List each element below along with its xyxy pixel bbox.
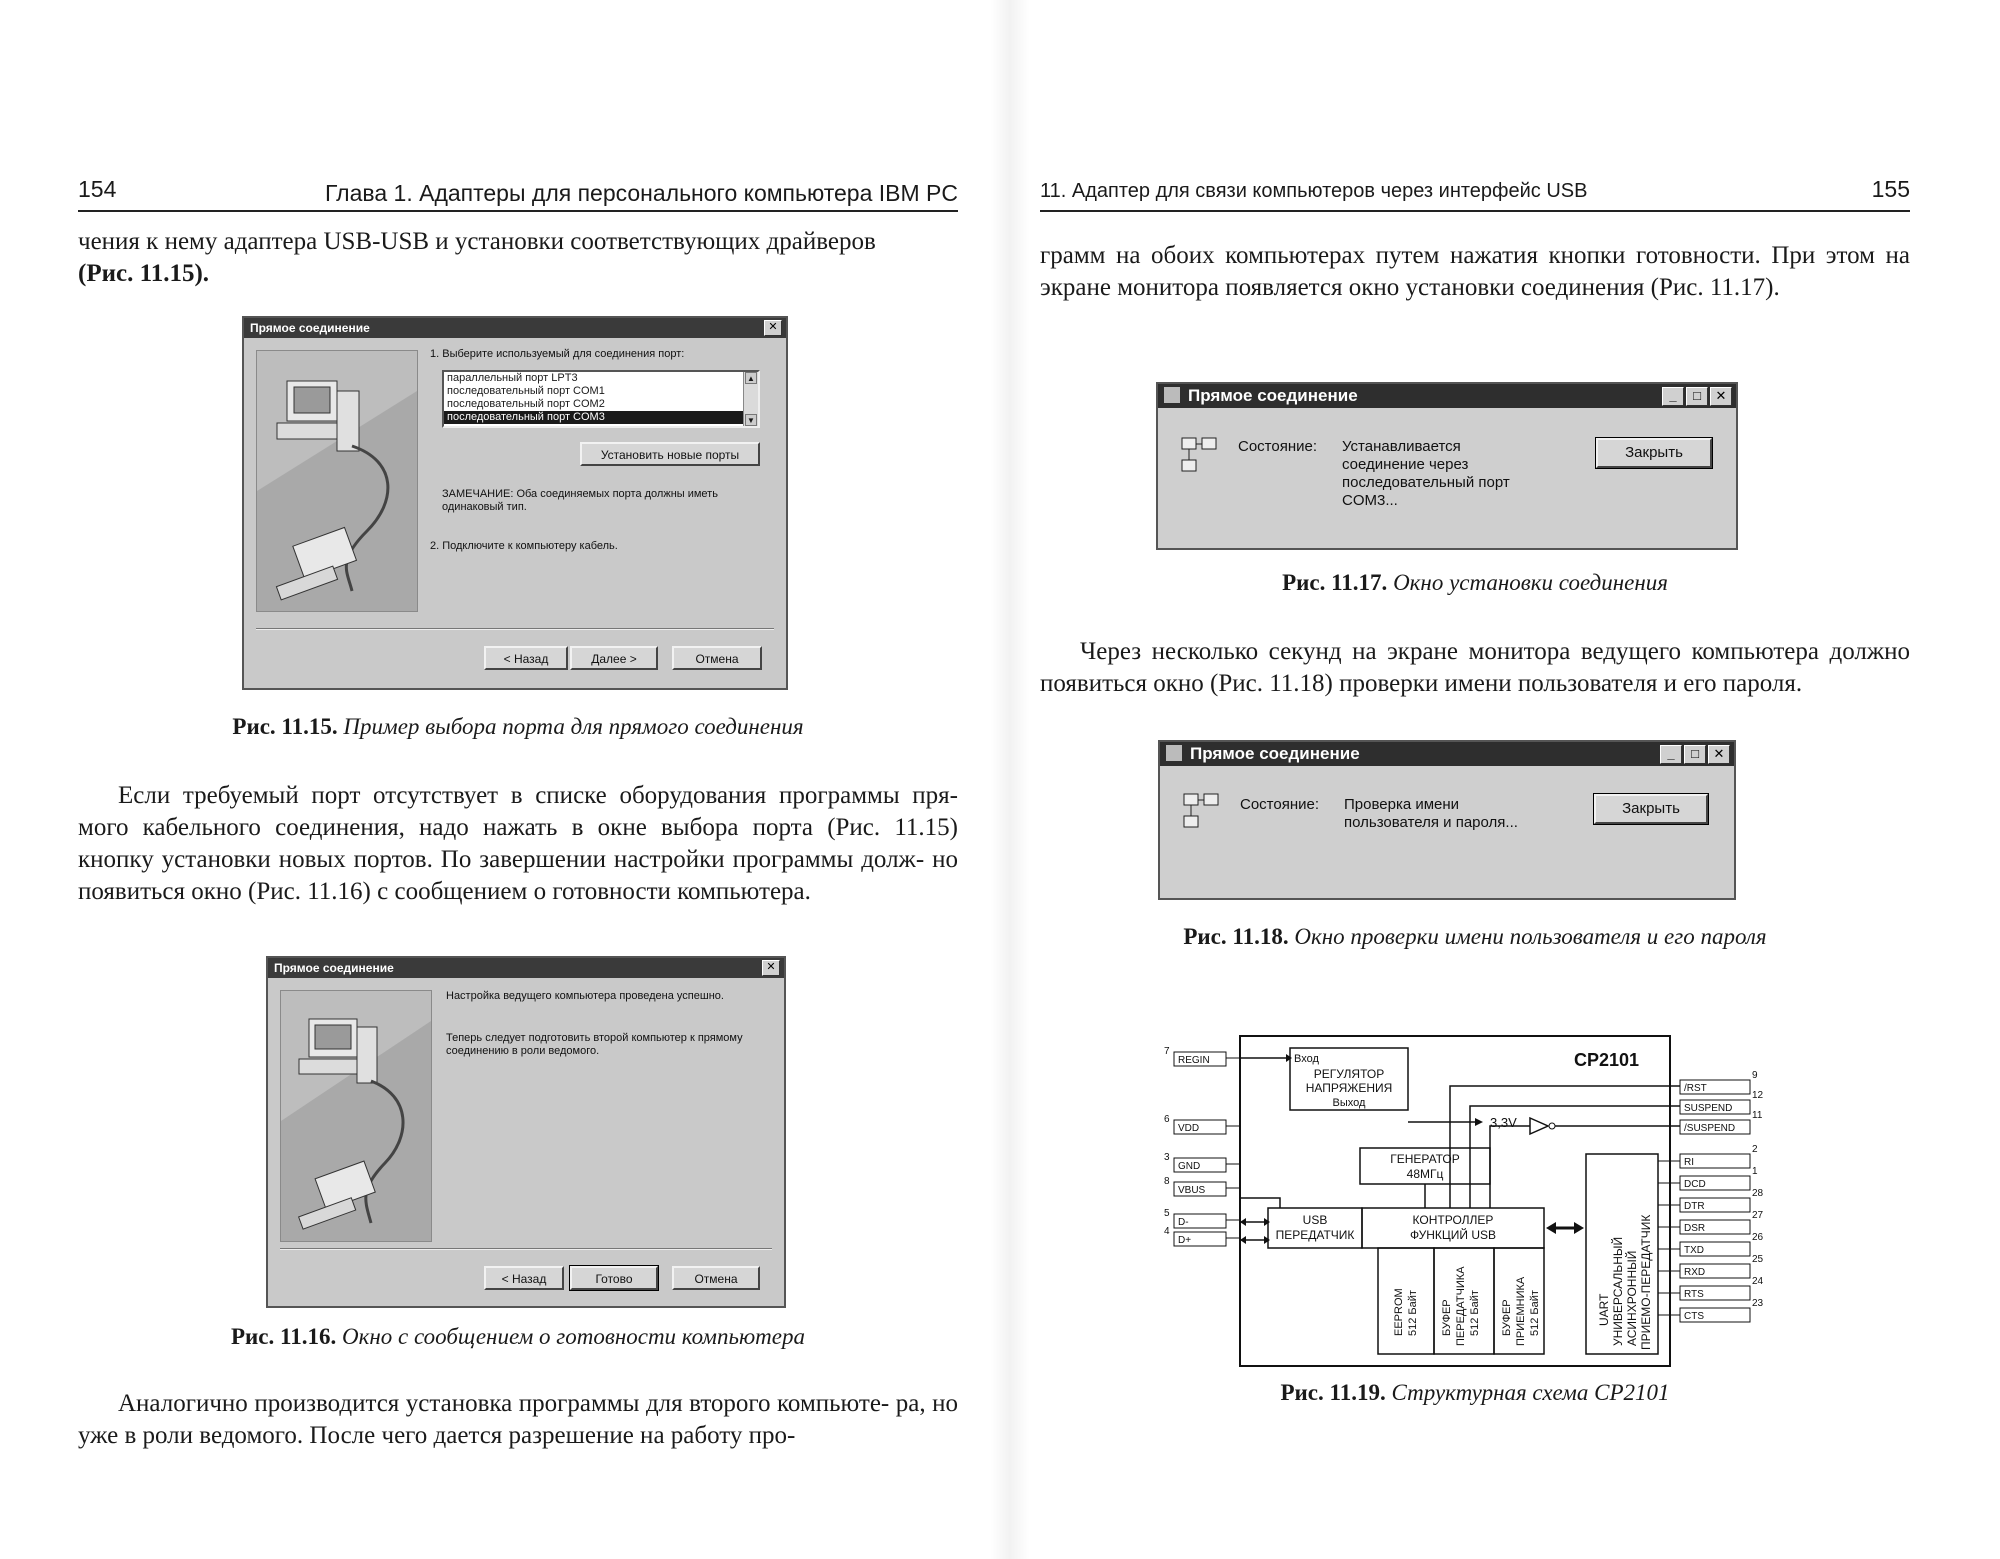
svg-text:3: 3 [1164, 1152, 1170, 1163]
tx-buffer-label: БУФЕР [1441, 1299, 1453, 1336]
status-label: Состояние: [1240, 796, 1320, 813]
left-pin [1164, 1226, 1240, 1246]
svg-text:5: 5 [1164, 1208, 1170, 1219]
controller-label: КОНТРОЛЛЕР [1412, 1213, 1494, 1227]
close-icon[interactable]: ✕ [1710, 387, 1732, 406]
running-head-right [1040, 170, 1910, 212]
right-pin [1658, 1254, 1764, 1278]
note-text: ЗАМЕЧАНИЕ: Оба соединяемых порта должны иметь одинаковый тип. [442, 488, 718, 513]
dialog-title: Прямое соединение [274, 961, 394, 975]
port-select-dialog [242, 316, 788, 690]
dialog-titlebar [1158, 384, 1736, 408]
dialog-titlebar [244, 318, 786, 338]
svg-text:SUSPEND: SUSPEND [1684, 1103, 1733, 1114]
text-line: чения к нему адаптера USB-USB и установки соответствующих драйверов [78, 228, 876, 255]
status-line: последовательный порт [1342, 474, 1510, 491]
dialog-titlebar [268, 958, 784, 978]
svg-text:25: 25 [1752, 1254, 1764, 1265]
divider [280, 1248, 772, 1250]
close-button[interactable]: Закрыть [1596, 438, 1712, 468]
regulator-label: НАПРЯЖЕНИЯ [1305, 1081, 1393, 1095]
page-number: 155 [1871, 176, 1910, 202]
text-line: Через несколько секунд на экране монитора ведущего компьютера должно [1080, 638, 1910, 665]
rx-buffer-size: 512 Байт [1529, 1290, 1541, 1336]
caption-text: Структурная схема CP2101 [1391, 1380, 1670, 1405]
usb-transceiver-label: ПЕРЕДАТЧИК [1275, 1228, 1355, 1242]
svg-text:24: 24 [1752, 1276, 1764, 1287]
voltage-label: 3,3V [1490, 1115, 1517, 1130]
wizard-illustration [280, 990, 432, 1242]
svg-text:RI: RI [1684, 1157, 1694, 1168]
auth-dialog [1158, 740, 1736, 900]
right-page [1000, 0, 2000, 1559]
page-number: 154 [78, 176, 117, 202]
ready-dialog [266, 956, 786, 1308]
port-option-selected[interactable]: последовательный порт COM3 [444, 411, 758, 424]
text-line: Если требуемый порт отсутствует в списке оборудования программы пря- [118, 782, 958, 809]
listbox-scrollbar[interactable] [743, 372, 758, 426]
svg-text:D+: D+ [1178, 1235, 1192, 1246]
right-pin [1680, 1070, 1758, 1094]
status-line: COM3... [1342, 492, 1398, 509]
minimize-icon[interactable]: _ [1660, 745, 1682, 764]
svg-text:GND: GND [1178, 1161, 1201, 1172]
right-pin [1658, 1188, 1764, 1212]
status-line: пользователя и пароля... [1344, 814, 1518, 831]
dialog-title: Прямое соединение [1188, 386, 1358, 405]
port-option[interactable]: последовательный порт COM2 [447, 398, 605, 410]
cancel-button[interactable]: Отмена [672, 1266, 760, 1290]
text-line: но появиться окно (Рис. 11.16) с сообщением о готовности компьютера. [78, 846, 959, 905]
eeprom-label: EEPROM [1393, 1288, 1405, 1336]
status-line: Проверка имени [1344, 796, 1460, 813]
svg-text:11: 11 [1752, 1110, 1763, 1121]
figure-caption [1040, 570, 1910, 596]
left-pin [1164, 1114, 1240, 1134]
tx-buffer-size: 512 Байт [1469, 1290, 1481, 1336]
uart-label: UART [1597, 1293, 1611, 1326]
dialog-title: Прямое соединение [1190, 744, 1360, 763]
text-line: появиться окно (Рис. 11.18) проверки имени пользователя и его пароля. [1040, 670, 1803, 697]
computers-cable-icon [281, 991, 431, 1241]
rx-buffer-label: ПРИЕМНИКА [1515, 1276, 1527, 1346]
port-listbox[interactable] [442, 370, 760, 428]
connection-icon [1164, 387, 1180, 403]
svg-text:VDD: VDD [1178, 1123, 1200, 1134]
svg-text:TXD: TXD [1684, 1245, 1704, 1256]
cp2101-block-diagram [1160, 1026, 1764, 1372]
caption-label: Рис. 11.15. [232, 714, 338, 739]
regulator-out-label: Выход [1332, 1097, 1366, 1109]
left-pin [1164, 1208, 1240, 1228]
right-pin [1658, 1298, 1764, 1322]
maximize-icon[interactable]: □ [1686, 387, 1708, 406]
svg-text:/RST: /RST [1684, 1083, 1707, 1094]
eeprom-size: 512 Байт [1407, 1290, 1419, 1336]
figure-caption [78, 1324, 958, 1350]
cancel-button[interactable]: Отмена [672, 646, 762, 670]
eeprom-block [1378, 1248, 1434, 1354]
svg-text:26: 26 [1752, 1232, 1764, 1243]
regulator-in-label: Вход [1294, 1053, 1319, 1065]
right-pin [1658, 1210, 1764, 1234]
generator-label: ГЕНЕРАТОР [1390, 1152, 1460, 1166]
status-label: Состояние: [1238, 438, 1318, 455]
chip-label: CP2101 [1574, 1050, 1640, 1070]
back-button[interactable]: < Назад [484, 646, 568, 670]
close-icon[interactable]: ✕ [762, 960, 780, 976]
caption-label: Рис. 11.19. [1280, 1380, 1386, 1405]
connection-icon [1166, 745, 1182, 761]
right-pin [1658, 1144, 1758, 1168]
next-step-message: Теперь следует подготовить второй компьютер к прямому соединению в роли ведомого. [446, 1032, 743, 1057]
svg-text:7: 7 [1164, 1046, 1170, 1057]
left-pins [1164, 1046, 1240, 1246]
right-pin [1658, 1166, 1758, 1190]
close-button[interactable]: Закрыть [1594, 794, 1708, 824]
svg-text:RXD: RXD [1684, 1267, 1706, 1278]
svg-text:DSR: DSR [1684, 1223, 1706, 1234]
svg-text:28: 28 [1752, 1188, 1764, 1199]
left-pin [1164, 1046, 1240, 1066]
svg-text:4: 4 [1164, 1226, 1170, 1237]
svg-text:27: 27 [1752, 1210, 1764, 1221]
uart-label: АСИНХРОННЫЙ [1625, 1250, 1639, 1346]
scroll-down-icon[interactable]: ▼ [745, 414, 757, 426]
divider [256, 628, 774, 630]
left-pin [1164, 1152, 1240, 1172]
status-line: соединение через [1342, 456, 1469, 473]
caption-text: Окно с сообщением о готовности компьютера [342, 1324, 805, 1349]
caption-text: Окно проверки имени пользователя и его пароля [1294, 924, 1767, 949]
caption-label: Рис. 11.17. [1282, 570, 1388, 595]
back-button[interactable]: < Назад [484, 1266, 564, 1290]
tx-buffer-label: ПЕРЕДАТЧИКА [1455, 1266, 1467, 1346]
rx-buffer-label: БУФЕР [1501, 1299, 1513, 1336]
computers-cable-icon [257, 351, 417, 611]
status-line: Устанавливается [1342, 438, 1461, 455]
paragraph [1040, 636, 1910, 700]
install-ports-button[interactable]: Установить новые порты [580, 442, 760, 466]
text-line: ра, но уже в роли ведомого. После чего дается разрешение на работу про- [78, 1390, 958, 1449]
step1-label: 1. Выберите используемый для соединения порт: [430, 348, 685, 360]
paragraph [1040, 240, 1910, 304]
svg-text:/SUSPEND: /SUSPEND [1684, 1123, 1736, 1134]
finish-button[interactable]: Готово [570, 1266, 658, 1290]
right-pin [1658, 1232, 1764, 1256]
svg-text:RTS: RTS [1684, 1289, 1704, 1300]
scroll-up-icon[interactable]: ▲ [745, 372, 757, 384]
caption-text: Пример выбора порта для прямого соединения [343, 714, 804, 739]
svg-text:8: 8 [1164, 1176, 1170, 1187]
regulator-label: РЕГУЛЯТОР [1313, 1067, 1385, 1081]
left-pin [1164, 1176, 1240, 1196]
svg-text:DTR: DTR [1684, 1201, 1705, 1212]
svg-text:23: 23 [1752, 1298, 1764, 1309]
text-line: Аналогично производится установка программы для второго компьюте- [118, 1390, 890, 1417]
uart-label: ПРИЕМО-ПЕРЕДАТЧИК [1639, 1214, 1653, 1350]
figure-caption [1040, 1380, 1910, 1406]
minimize-icon[interactable]: _ [1662, 387, 1684, 406]
text-line: на экране монитора появляется окно установки соединения (Рис. 11.17). [1040, 242, 1911, 301]
port-option[interactable]: параллельный порт LPT3 [447, 372, 578, 384]
connecting-dialog [1156, 382, 1738, 550]
caption-text: Окно установки соединения [1393, 570, 1668, 595]
wizard-illustration [256, 350, 418, 612]
close-icon[interactable]: ✕ [764, 320, 782, 336]
svg-text:2: 2 [1752, 1144, 1758, 1155]
svg-text:CTS: CTS [1684, 1311, 1704, 1322]
caption-label: Рис. 11.16. [231, 1324, 337, 1349]
running-head-left [78, 170, 958, 212]
right-pins [1658, 1070, 1764, 1322]
port-option[interactable]: последовательный порт COM1 [447, 385, 605, 397]
svg-text:9: 9 [1752, 1070, 1758, 1081]
svg-text:12: 12 [1752, 1090, 1764, 1101]
dialog-titlebar [1160, 742, 1734, 766]
paragraph [78, 226, 958, 290]
chapter-title: 11. Адаптер для связи компьютеров через интерфейс USB [1040, 180, 1588, 202]
figure-caption [1040, 924, 1910, 950]
computers-icon [1182, 792, 1222, 832]
computers-icon [1180, 436, 1220, 476]
success-message: Настройка ведущего компьютера проведена успешно. [446, 990, 724, 1002]
svg-text:DCD: DCD [1684, 1179, 1706, 1190]
svg-text:REGIN: REGIN [1178, 1055, 1210, 1066]
paragraph [78, 780, 958, 908]
dialog-title: Прямое соединение [250, 321, 370, 335]
text-line: кнопку установки новых портов. По завершении настройки программы долж- [78, 846, 925, 873]
svg-text:1: 1 [1752, 1166, 1758, 1177]
right-pin [1658, 1276, 1764, 1300]
step2-label: 2. Подключите к компьютеру кабель. [430, 540, 618, 552]
svg-text:D-: D- [1178, 1217, 1189, 1228]
close-icon[interactable]: ✕ [1708, 745, 1730, 764]
generator-label: 48МГц [1406, 1167, 1444, 1181]
chapter-title: Глава 1. Адаптеры для персонального компьютера IBM PC [325, 180, 958, 206]
caption-label: Рис. 11.18. [1183, 924, 1289, 949]
text-line: мого кабельного соединения, надо нажать в окне выбора порта (Рис. 11.15) [78, 814, 958, 841]
svg-text:VBUS: VBUS [1178, 1185, 1206, 1196]
maximize-icon[interactable]: □ [1684, 745, 1706, 764]
uart-label: УНИВЕРСАЛЬНЫЙ [1611, 1236, 1625, 1346]
usb-transceiver-label: USB [1302, 1213, 1328, 1227]
figure-reference: (Рис. 11.15). [78, 260, 210, 287]
paragraph [78, 1388, 958, 1452]
controller-label: ФУНКЦИЙ USB [1410, 1228, 1496, 1242]
next-button[interactable]: Далее > [570, 646, 658, 670]
svg-text:6: 6 [1164, 1114, 1170, 1125]
figure-caption [78, 714, 958, 740]
text-line: грамм на обоих компьютерах путем нажатия кнопки готовности. При этом [1040, 242, 1875, 269]
